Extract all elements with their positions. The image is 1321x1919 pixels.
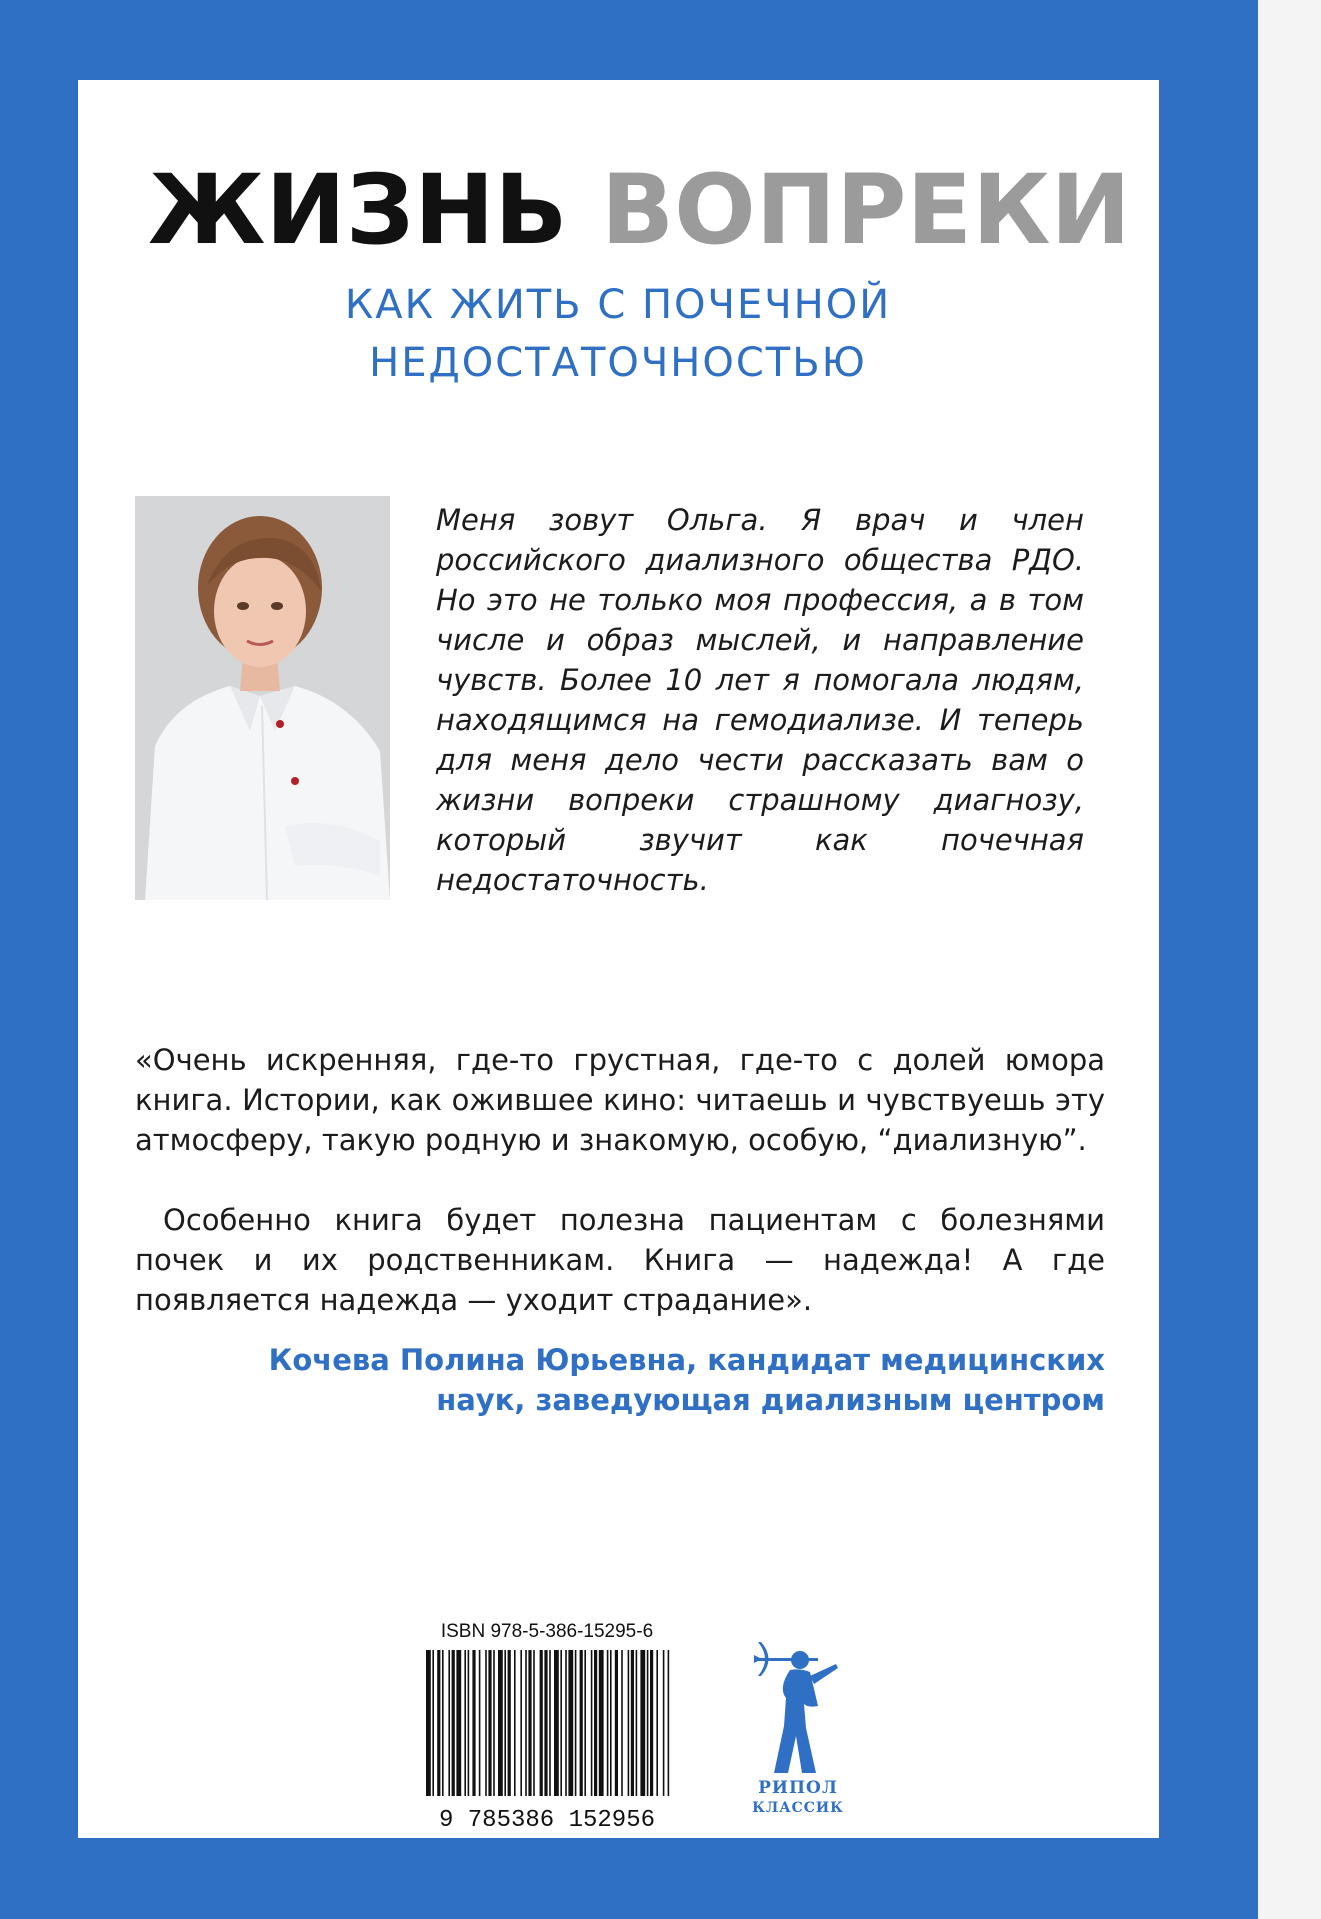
barcode-bar [580, 1650, 583, 1796]
attribution-line-2: наук, заведующая диализным центром [436, 1383, 1105, 1417]
barcode-bar [452, 1650, 455, 1796]
barcode-bar [663, 1650, 665, 1796]
barcode-bar [544, 1650, 547, 1796]
barcode-bar [568, 1650, 573, 1796]
barcode-bar [647, 1650, 649, 1796]
barcode-bar [472, 1650, 475, 1796]
barcode-bar [498, 1650, 503, 1796]
barcode-bar [533, 1650, 535, 1796]
subtitle-line-2: НЕДОСТАТОЧНОСТЬЮ [369, 340, 867, 386]
barcode-bar [456, 1650, 461, 1796]
barcode-bar [479, 1650, 481, 1796]
barcode-bar [565, 1650, 567, 1796]
barcode-bar [640, 1650, 645, 1796]
back-cover-panel [78, 80, 1159, 1838]
barcode-bar [432, 1650, 434, 1796]
book-spine-edge [1258, 0, 1321, 1919]
barcode-bar [607, 1650, 609, 1796]
publisher-logo [738, 1628, 858, 1828]
barcode-bar [504, 1650, 506, 1796]
barcode-bar [464, 1650, 466, 1796]
review-paragraph-1: «Очень искренняя, где-то грустная, где-то с долей юмора книга. Истории, как ожившее кино: читаешь и чувствуешь эту атмосферу, такую родную и знакомую, особую, “диализную”. [135, 1043, 1105, 1157]
barcode-bar [610, 1650, 612, 1796]
publisher-sub: КЛАССИК [752, 1800, 844, 1816]
barcode-bar [668, 1650, 670, 1796]
review-attribution [235, 1340, 1105, 1420]
publisher-name: РИПОЛ [758, 1778, 838, 1798]
author-intro-text: Меня зовут Ольга. Я врач и член российского диализного общества РДО. Но это не только моя профессия, а в том числе и образ мыслей, и направление чувств. Более 10 лет я помогала людям, находящимся на гемодиализе. И теперь для меня дело чести рассказать вам о жизни вопреки страшному диагнозу, который звучит как почечная недостаточность. [436, 503, 1084, 897]
barcode-bar [594, 1650, 597, 1796]
barcode-bar [628, 1650, 630, 1796]
barcode-bar [560, 1650, 562, 1796]
barcode-bar [520, 1650, 522, 1796]
isbn-label: ISBN 978-5-386-15295-6 [440, 1621, 654, 1642]
barcode-bar [549, 1650, 551, 1796]
barcode-bar [540, 1650, 543, 1796]
barcode-bar [442, 1650, 444, 1796]
barcode-bar [575, 1650, 577, 1796]
barcode-bar [650, 1650, 653, 1796]
barcode-bar [621, 1650, 623, 1796]
book-title [148, 150, 1131, 270]
barcode-bar [488, 1650, 491, 1796]
barcode-bar [636, 1650, 638, 1796]
barcode-bar [437, 1650, 440, 1796]
review-paragraph-2: Особенно книга будет полезна пациентам с болезнями почек и их родственникам. Книга — надежда! А где появляется надежда — уходит страдание». [135, 1203, 1105, 1317]
barcode-bar [554, 1650, 559, 1796]
barcode-bar [599, 1650, 604, 1796]
barcode-bar [426, 1650, 431, 1796]
barcode-bar [508, 1650, 511, 1796]
book-subtitle [168, 276, 1068, 392]
title-word-2: ВОПРЕКИ [601, 154, 1131, 266]
barcode-digits: 9 785386 152956 [438, 1807, 656, 1830]
archer-icon [738, 1628, 858, 1778]
barcode-graphic [414, 1648, 680, 1830]
barcode-bar [485, 1650, 487, 1796]
barcode-bar [525, 1650, 527, 1796]
barcode-bar [514, 1650, 516, 1796]
barcode-bar [448, 1650, 450, 1796]
barcode-bar [584, 1650, 586, 1796]
barcode-bar [591, 1650, 593, 1796]
barcode-bar [493, 1650, 495, 1796]
author-photo [135, 496, 390, 900]
subtitle-line-1: КАК ЖИТЬ С ПОЧЕЧНОЙ [344, 282, 892, 328]
attribution-line-1: Кочева Полина Юрьевна, кандидат медицинских [268, 1343, 1105, 1377]
barcode-bar [468, 1650, 470, 1796]
title-word-1: ЖИЗНЬ [148, 154, 568, 266]
barcode-bar [528, 1650, 531, 1796]
barcode-bar [615, 1650, 618, 1796]
barcode-bar [656, 1650, 658, 1796]
isbn-barcode [414, 1620, 680, 1830]
barcode-bar [631, 1650, 634, 1796]
